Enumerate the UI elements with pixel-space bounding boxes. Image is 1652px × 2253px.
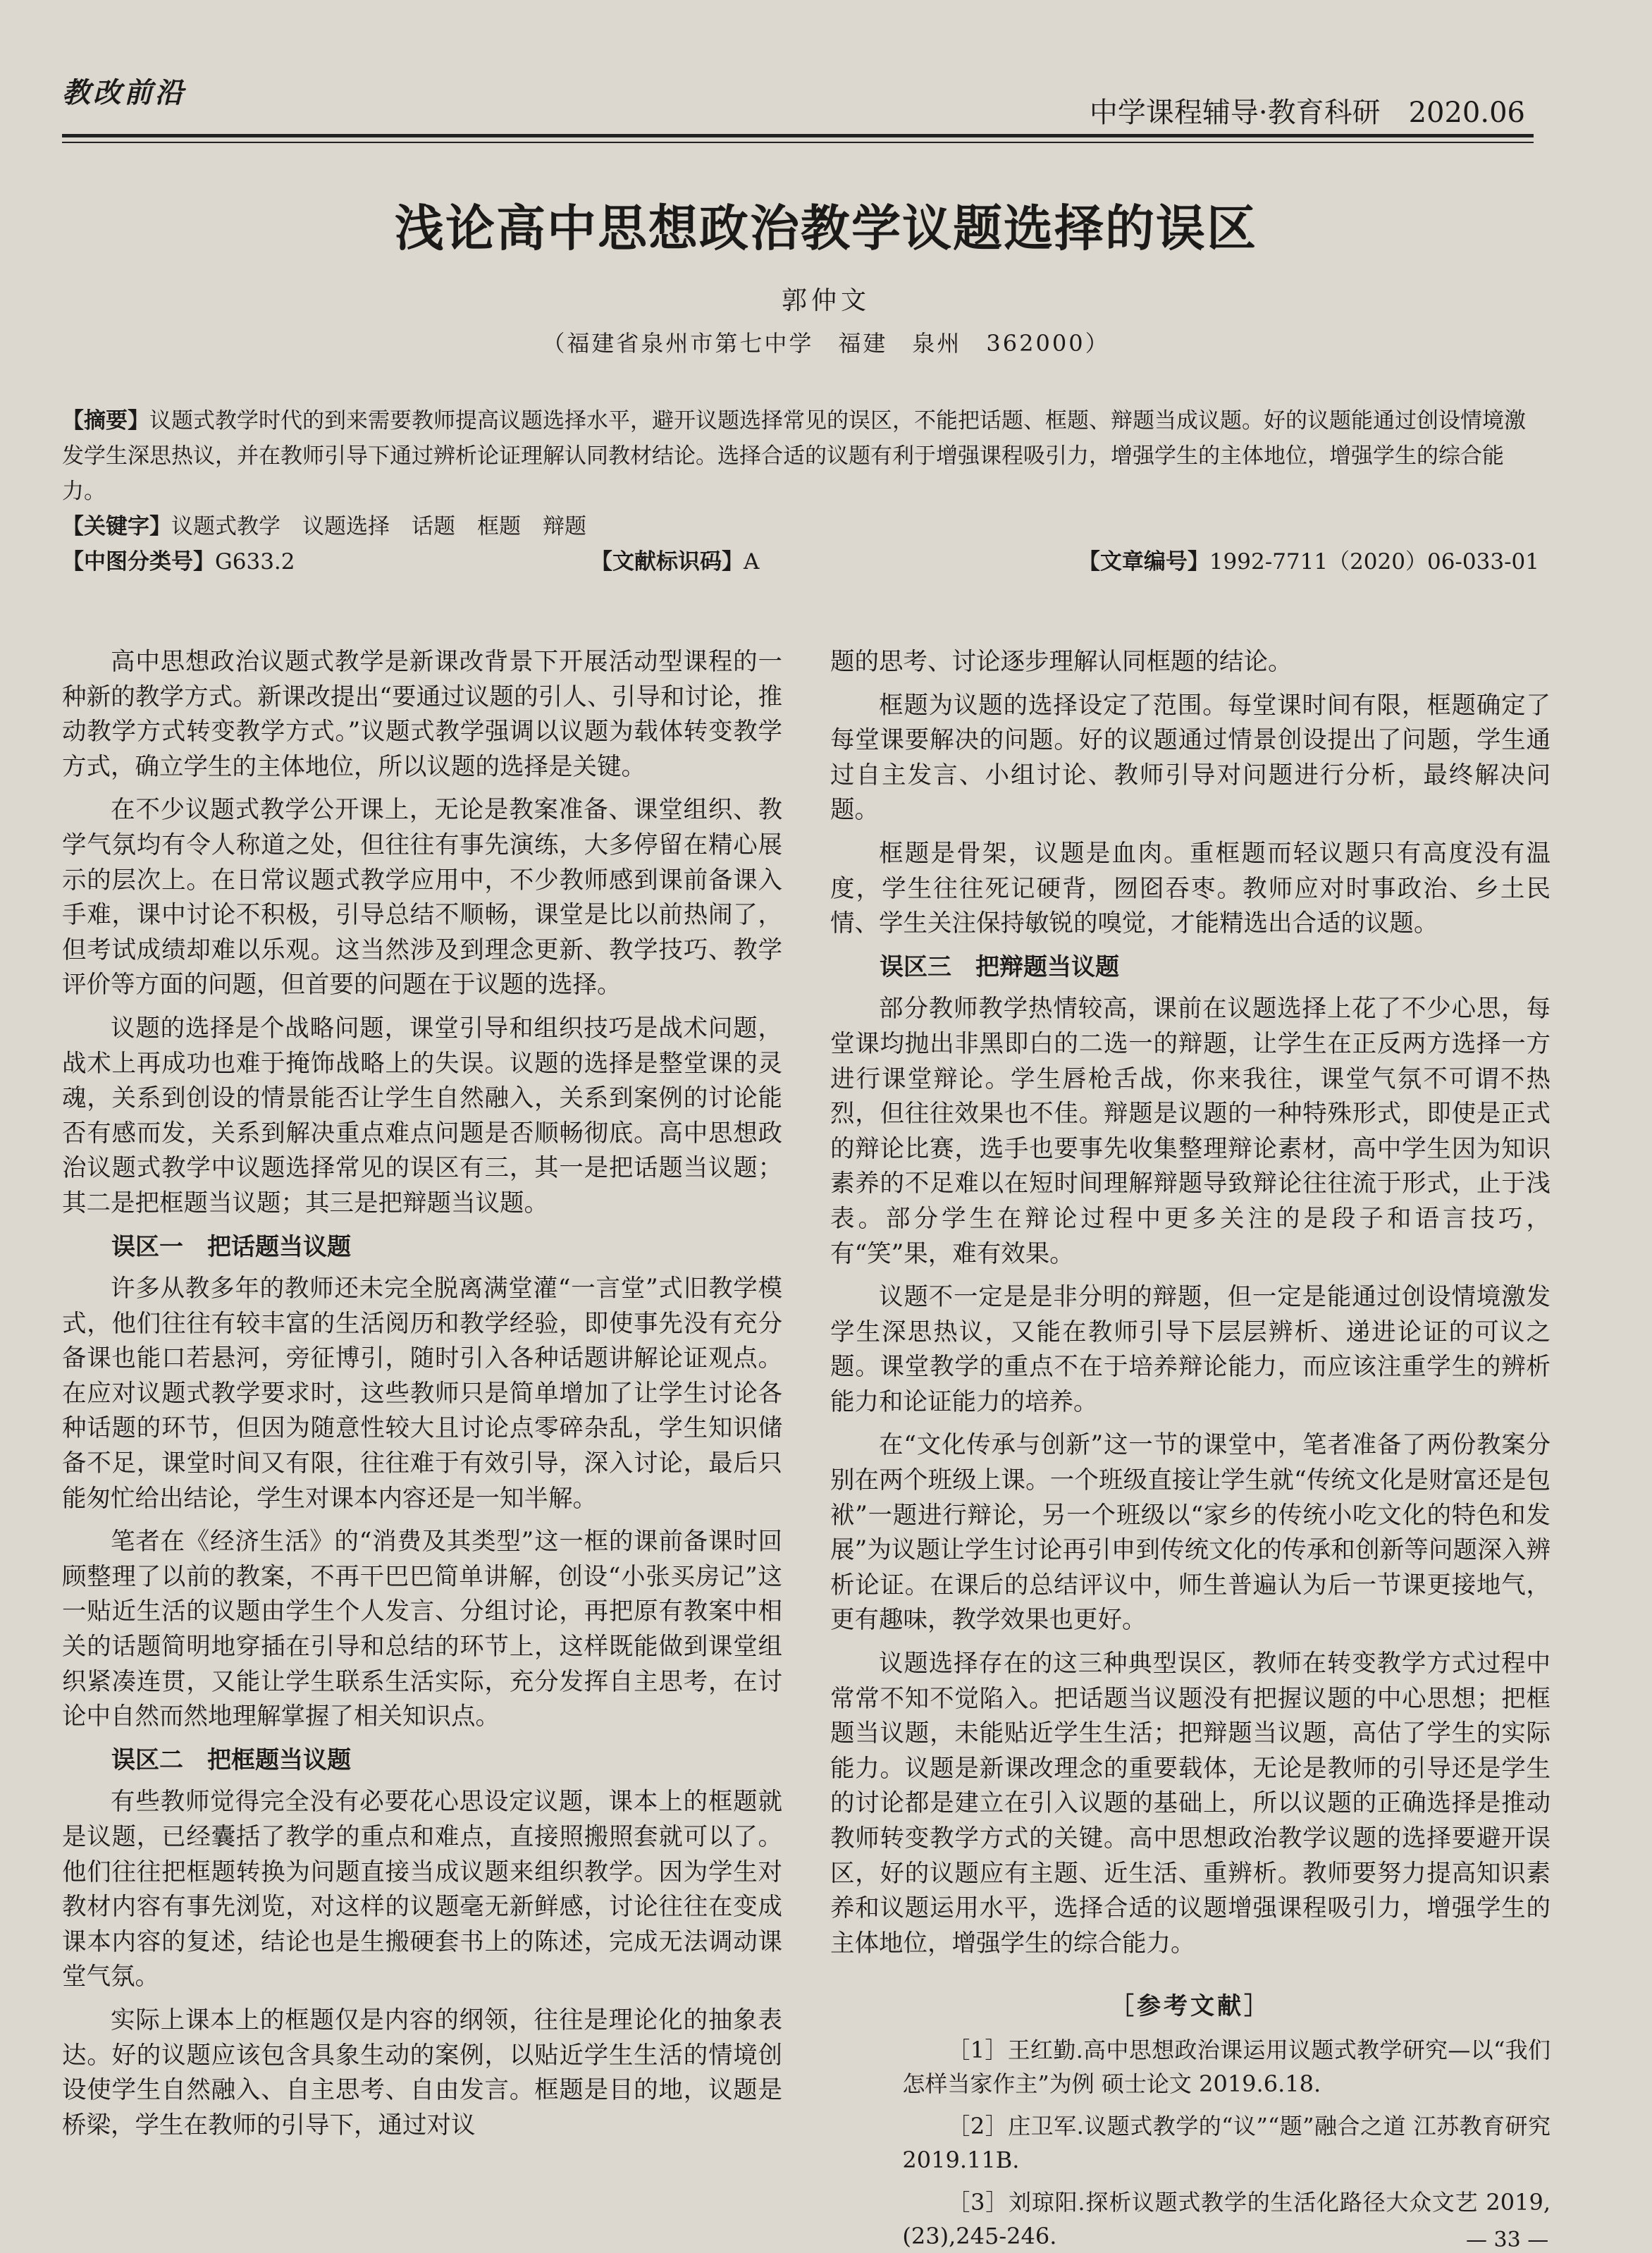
references-heading: ［参考文献］ [1110, 1992, 1271, 2021]
header-rule [62, 134, 1534, 143]
article-number-value: 1992-7711（2020）06-033-01 [1209, 549, 1539, 575]
section-heading: 误区二 把框题当议题 [111, 1745, 351, 1774]
left-column [62, 645, 782, 2151]
paragraph: 议题选择存在的这三种典型误区，教师在转变教学方式过程中常常不知不觉陷入。把话题当议题没有把握议题的中心思想；把框题当议题，未能贴近学生生活；把辩题当议题，高估了学生的实际能力。议题是新课改理念的重要载体，无论是教师的引导还是学生的讨论都是建立在引入议题的基础上，所以议题的正确选择是推动教师转变教学方式的关键。高中思想政治教学议题的选择要避开误区，好的议题应有主题、近生活、重辨析。教师要努力提高知识素养和议题运用水平，选择合适的议题增强课程吸引力，增强学生的主体地位，增强学生的综合能力。 [830, 1650, 1551, 1958]
column-name: 教改前沿 [62, 76, 186, 109]
paragraph: 在不少议题式教学公开课上，无论是教案准备、课堂组织、教学气氛均有令人称道之处，但往往有事先演练，大多停留在精心展示的层次上。在日常议题式教学应用中，不少教师感到课前备课入手难，课中讨论不积极，引导总结不顺畅，课堂是比以前热闹了，但考试成绩却难以乐观。这当然涉及到理念更新、教学技巧、教学评价等方面的问题，但首要的问题在于议题的选择。 [62, 796, 782, 1000]
paragraph: 笔者在《经济生活》的“消费及其类型”这一框的课前备课时回顾整理了以前的教案，不再干巴巴简单讲解，创设“小张买房记”这一贴近生活的议题由学生个人发言、分组讨论，再把原有教案中相关的话题简明地穿插在引导和总结的环节上，这样既能做到课堂组织紧凑连贯，又能让学生联系生活实际，充分发挥自主思考，在讨论中自然而然地理解掌握了相关知识点。 [62, 1528, 782, 1731]
paragraph: 题的思考、讨论逐步理解认同框题的结论。 [830, 648, 1293, 676]
author: 郭仲文 [781, 286, 870, 315]
reference-item: ［1］王红勤.高中思想政治课运用议题式教学研究—以“我们怎样当家作主”为例 硕士论文 2019.6.18. [902, 2036, 1551, 2097]
document-code-value: A [744, 549, 760, 575]
section-heading: 误区三 把辩题当议题 [880, 952, 1119, 981]
classification-value: G633.2 [215, 549, 295, 575]
section-heading: 误区一 把话题当议题 [111, 1232, 351, 1261]
paragraph: 框题是骨架，议题是血肉。重框题而轻议题只有高度没有温度，学生往往死记硬背，囫囵吞枣。教师应对时事政治、乡土民情、学生关注保持敏锐的嗅觉，才能精选出合适的议题。 [830, 839, 1551, 938]
keywords-text: 议题式教学 议题选择 话题 框题 辩题 [171, 514, 586, 539]
page-number: — 33 — [1466, 2228, 1549, 2252]
paragraph: 高中思想政治议题式教学是新课改背景下开展活动型课程的一种新的教学方式。新课改提出“要通过议题的引人、引导和讨论，推动教学方式转变教学方式。”议题式教学强调以议题为载体转变教学方式，确立学生的主体地位，所以议题的选择是关键。 [62, 648, 782, 781]
paragraph: 部分教师教学热情较高，课前在议题选择上花了不少心思，每堂课均抛出非黑即白的二选一的辩题，让学生在正反两方选择一方进行课堂辩论。学生唇枪舌战，你来我往，课堂气氛不可谓不热烈，但往往效果也不佳。辩题是议题的一种特殊形式，即使是正式的辩论比赛，选手也要事先收集整理辩论素材，高中学生因为知识素养的不足难以在短时间理解辩题导致辩论往往流于形式，止于浅表。部分学生在辩论过程中更多关注的是段子和语言技巧，有“笑”果，难有效果。 [830, 995, 1551, 1268]
document-code-tag: 【文献标识码】 [591, 549, 744, 575]
classification-row [62, 544, 1539, 584]
document-code [591, 544, 759, 579]
paragraph: 议题不一定是是非分明的辩题，但一定是能通过创设情境激发学生深思热议，又能在教师引导下层层辨析、递进论证的可议之题。课堂教学的重点不在于培养辩论能力，而应该注重学生的辨析能力和论证能力的培养。 [830, 1283, 1551, 1416]
journal-issue: 中学课程辅导·教育科研 2020.06 [1089, 97, 1525, 129]
article-number [1078, 544, 1539, 579]
affiliation: （福建省泉州市第七中学 福建 泉州 362000） [542, 330, 1110, 357]
abstract-tag: 【摘要】 [62, 408, 149, 434]
article-number-tag: 【文章编号】 [1078, 549, 1209, 575]
paragraph: 在“文化传承与创新”这一节的课堂中，笔者准备了两份教案分别在两个班级上课。一个班级直接让学生就“传统文化是财富还是包袱”一题进行辩论，另一个班级以“家乡的传统小吃文化的特色和发展”为议题让学生讨论再引申到传统文化的传承和创新等问题深入辨析论证。在课后的总结评议中，师生普遍认为后一节课更接地气，更有趣味，教学效果也更好。 [830, 1431, 1551, 1635]
paragraph: 有些教师觉得完全没有必要花心思设定议题，课本上的框题就是议题，已经囊括了教学的重点和难点，直接照搬照套就可以了。他们往往把框题转换为问题直接当成议题来组织教学。因为学生对教材内容有事先浏览，对这样的议题毫无新鲜感，讨论往往在变成课本内容的复述，结论也是生搬硬套书上的陈述，完成无法调动课堂气氛。 [62, 1788, 782, 1991]
classification-tag: 【中图分类号】 [62, 549, 215, 575]
paragraph: 实际上课本上的框题仅是内容的纲领，往往是理论化的抽象表达。好的议题应该包含具象生动的案例，以贴近学生生活的情境创设使学生自然融入、自主思考、自由发言。框题是目的地，议题是桥梁，学生在教师的引导下，通过对议 [62, 2006, 782, 2140]
paragraph: 议题的选择是个战略问题，课堂引导和组织技巧是战术问题，战术上再成功也难于掩饰战略上的失误。议题的选择是整堂课的灵魂，关系到创设的情景能否让学生自然融入，关系到案例的讨论能否有感而发，关系到解决重点难点问题是否顺畅彻底。高中思想政治议题式教学中议题选择常见的误区有三，其一是把话题当议题；其二是把框题当议题；其三是把辩题当议题。 [62, 1014, 782, 1217]
keywords [62, 509, 1539, 544]
reference-item: ［2］庄卫军.议题式教学的“议”“题”融合之道 江苏教育研究 2019.11B. [902, 2112, 1551, 2173]
paragraph: 框题为议题的选择设定了范围。每堂课时间有限，框题确定了每堂课要解决的问题。好的议题通过情景创设提出了问题，学生通过自主发言、小组讨论、教师引导对问题进行分析，最终解决问题。 [830, 691, 1551, 825]
paragraph: 许多从教多年的教师还未完全脱离满堂灌“一言堂”式旧教学模式，他们往往有较丰富的生活阅历和教学经验，即使事先没有充分备课也能口若悬河，旁征博引，随时引入各种话题讲解论证观点。在应对议题式教学要求时，这些教师只是简单增加了让学生讨论各种话题的环节，但因为随意性较大且讨论点零碎杂乱，学生知识储备不足，课堂时间又有限，往往难于有效引导，深入讨论，最后只能匆忙给出结论，学生对课本内容还是一知半解。 [62, 1275, 782, 1513]
abstract-text: 议题式教学时代的到来需要教师提高议题选择水平，避开议题选择常见的误区，不能把话题、框题、辩题当成议题。好的议题能通过创设情境激发学生深思热议，并在教师引导下通过辨析论证理解认同教材结论。选择合适的议题有利于增强课程吸引力，增强学生的主体地位，增强学生的综合能力。 [62, 408, 1526, 504]
classification [62, 544, 295, 579]
keywords-tag: 【关键字】 [62, 514, 171, 539]
abstract [62, 403, 1539, 509]
right-column [830, 645, 1551, 2253]
article-meta [62, 403, 1539, 584]
reference-item: ［3］刘琼阳.探析议题式教学的生活化路径大众文艺 2019,(23),245-246. [902, 2188, 1551, 2249]
article-title: 浅论高中思想政治教学议题选择的误区 [395, 199, 1257, 257]
